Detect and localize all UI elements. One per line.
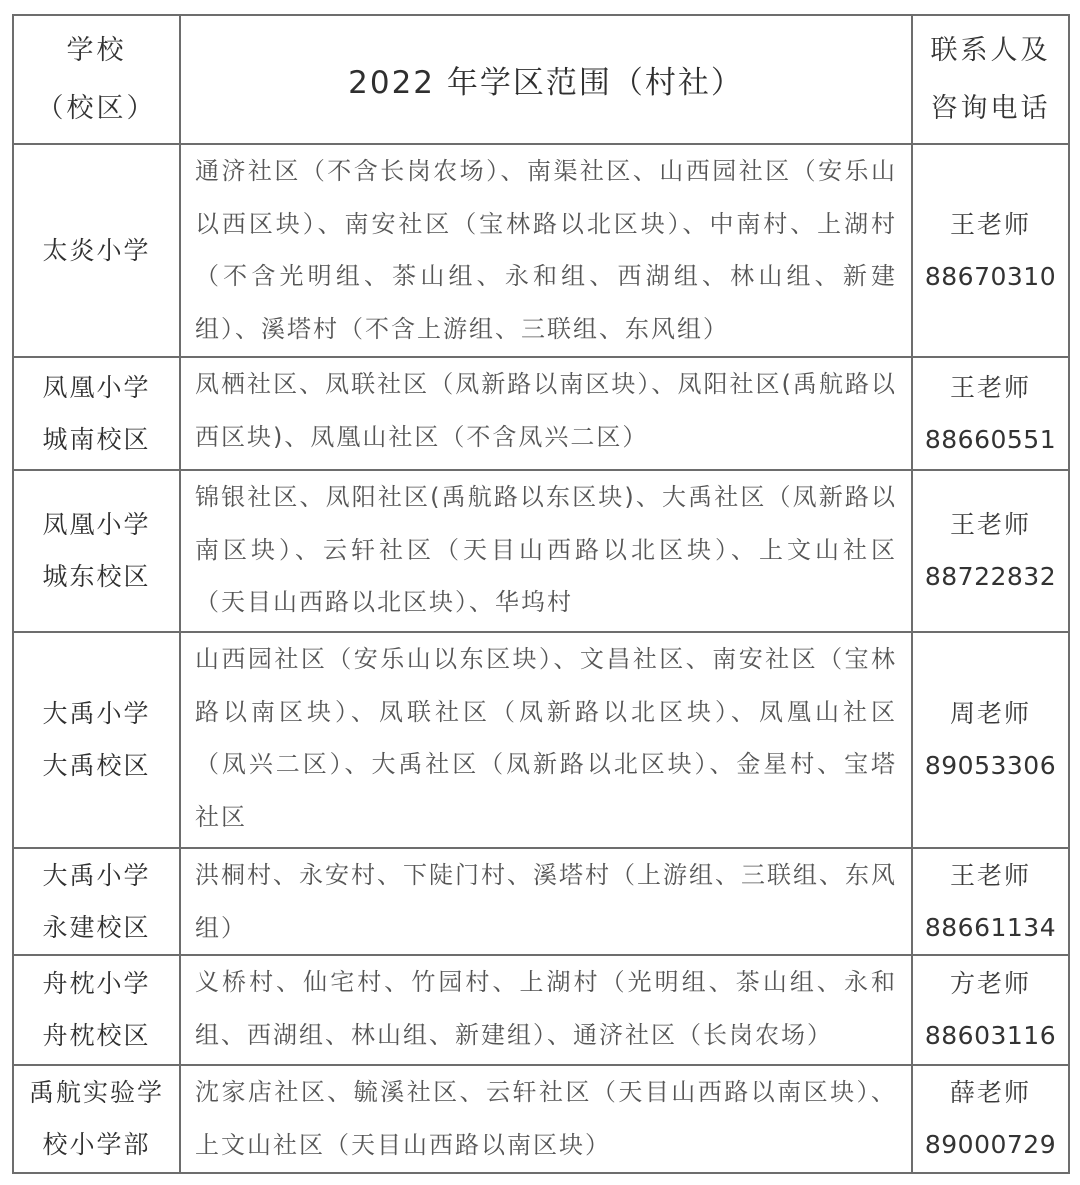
teacher-name: 王老师 [949, 860, 1031, 890]
teacher-name: 周老师 [949, 699, 1031, 728]
school-name-line1: 凤凰小学 [42, 510, 151, 539]
contact-cell [912, 144, 1069, 357]
range-text: 洪桐村、永安村、下陡门村、溪塔村（上游组、三联组、东风组） [195, 861, 897, 942]
header-range: 2022 年学区范围（村社） [180, 15, 912, 144]
school-cell [13, 632, 180, 848]
school-district-table [12, 14, 1070, 1174]
school-cell [13, 955, 180, 1065]
range-text: 山西园社区（安乐山以东区块）、文昌社区、南安社区（宝林路以南区块）、凤联社区（凤新路以北区块）、凤凰山社区（凤兴二区）、大禹社区（凤新路以北区块）、金星村、宝塔社区 [195, 645, 897, 831]
school-cell [13, 848, 180, 955]
header-school-line2: （校区） [36, 92, 157, 124]
school-name-line1: 大禹小学 [42, 699, 151, 728]
table-row [13, 357, 1069, 470]
phone-number: 88722832 [924, 562, 1057, 591]
phone-number: 88603116 [924, 1021, 1057, 1050]
header-school [13, 15, 180, 144]
school-cell [13, 144, 180, 357]
teacher-name: 王老师 [949, 372, 1031, 402]
school-name-line2: 校小学部 [42, 1130, 151, 1159]
range-cell [180, 144, 912, 357]
school-name-line2: 城南校区 [42, 424, 151, 454]
range-cell [180, 955, 912, 1065]
range-cell [180, 470, 912, 632]
contact-cell [912, 632, 1069, 848]
teacher-name: 王老师 [949, 510, 1031, 539]
header-contact [912, 15, 1069, 144]
table-row [13, 632, 1069, 848]
school-name-line1: 舟枕小学 [42, 969, 151, 998]
school-cell [13, 1065, 180, 1173]
school-cell [13, 357, 180, 470]
contact-cell [912, 1065, 1069, 1173]
table-row [13, 848, 1069, 955]
phone-number: 89053306 [924, 751, 1057, 780]
school-name-line2: 大禹校区 [42, 751, 151, 780]
phone-number: 88661134 [924, 912, 1057, 942]
school-name-line2: 城东校区 [42, 562, 151, 591]
contact-cell [912, 955, 1069, 1065]
table-row [13, 470, 1069, 632]
school-name-line2: 舟枕校区 [42, 1021, 151, 1050]
school-name-line1: 禹航实验学 [28, 1078, 164, 1107]
header-contact-line2: 咨询电话 [930, 92, 1051, 124]
school-name-line1: 太炎小学 [42, 235, 151, 265]
range-text: 通济社区（不含长岗农场）、南渠社区、山西园社区（安乐山以西区块）、南安社区（宝林路以北区块）、中南村、上湖村（不含光明组、茶山组、永和组、西湖组、林山组、新建组）、溪塔村（不含上游组、三联组、东风组） [195, 157, 897, 343]
contact-cell [912, 848, 1069, 955]
school-name-line1: 凤凰小学 [42, 372, 151, 402]
school-name-line2: 永建校区 [42, 912, 151, 942]
range-cell [180, 1065, 912, 1173]
table-row [13, 144, 1069, 357]
range-cell [180, 848, 912, 955]
range-cell [180, 632, 912, 848]
phone-number: 89000729 [924, 1130, 1057, 1159]
teacher-name: 方老师 [949, 969, 1031, 998]
table-row [13, 1065, 1069, 1173]
school-cell [13, 470, 180, 632]
school-name-line1: 大禹小学 [42, 860, 151, 890]
range-text: 沈家店社区、毓溪社区、云轩社区（天目山西路以南区块）、上文山社区（天目山西路以南区块） [195, 1078, 897, 1159]
range-cell [180, 357, 912, 470]
header-school-line1: 学校 [66, 34, 127, 66]
teacher-name: 薛老师 [949, 1078, 1031, 1107]
table-header-row [13, 15, 1069, 144]
range-text: 凤栖社区、凤联社区（凤新路以南区块）、凤阳社区(禹航路以西区块)、凤凰山社区（不含凤兴二区） [195, 370, 897, 451]
table-row [13, 955, 1069, 1065]
teacher-name: 王老师 [949, 209, 1031, 239]
range-text: 义桥村、仙宅村、竹园村、上湖村（光明组、茶山组、永和组、西湖组、林山组、新建组）、通济社区（长岗农场） [195, 968, 897, 1049]
header-contact-line1: 联系人及 [930, 34, 1051, 66]
phone-number: 88670310 [924, 261, 1057, 291]
range-text: 锦银社区、凤阳社区(禹航路以东区块)、大禹社区（凤新路以南区块）、云轩社区（天目山西路以北区块）、上文山社区（天目山西路以北区块）、华坞村 [195, 483, 897, 616]
contact-cell [912, 357, 1069, 470]
phone-number: 88660551 [924, 424, 1057, 454]
contact-cell [912, 470, 1069, 632]
